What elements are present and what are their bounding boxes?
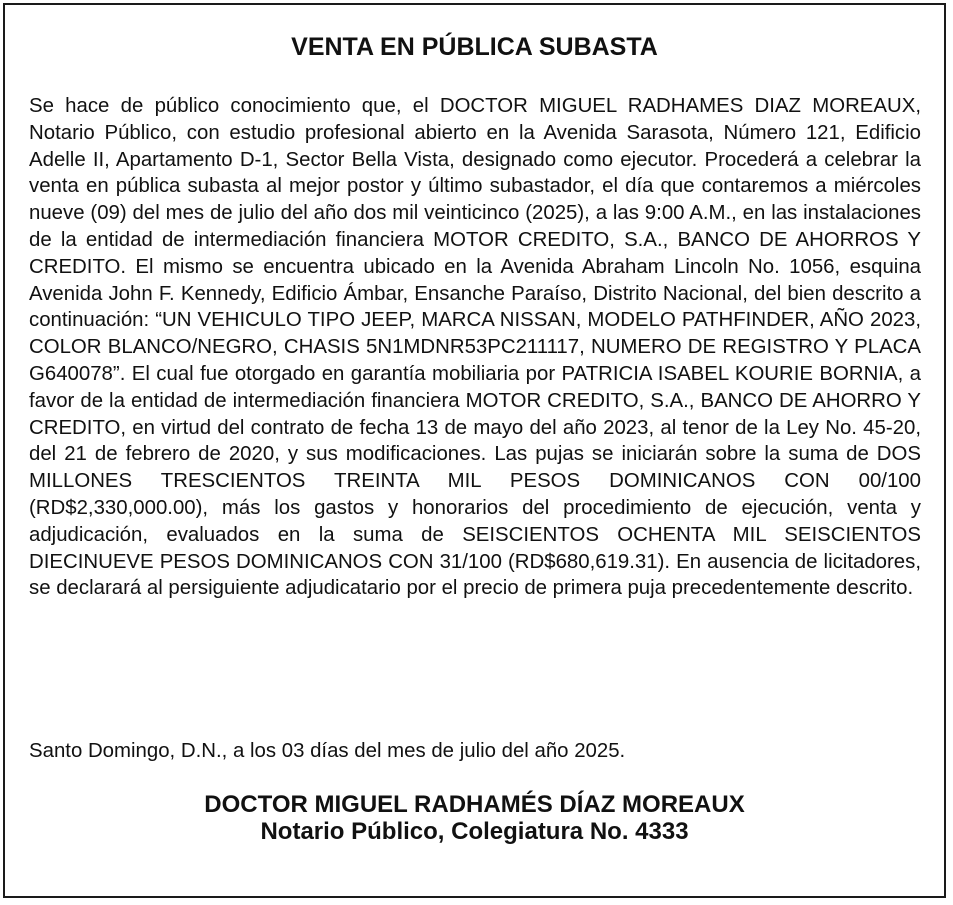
signature-block: [5, 791, 944, 845]
signature-credential: Notario Público, Colegiatura No. 4333: [260, 818, 689, 845]
notice-title: VENTA EN PÚBLICA SUBASTA: [291, 33, 658, 61]
notice-body: Se hace de público conocimiento que, el DOCTOR MIGUEL RADHAMES DIAZ MOREAUX, Notario Público, con estudio profesional abierto en la Avenida Sarasota, Número 121, Edificio Adelle II, Apartamento D-1, Sector Bella Vista, designado como ejecutor. Procederá a celebrar la venta en pública subasta al mejor postor y último subastador, el día que contaremos a miércoles nueve (09) del mes de julio del año dos mil veinticinco (2025), a las 9:00 A.M., en las instalaciones de la entidad de intermediación financiera MOTOR CREDITO, S.A., BANCO DE AHORROS Y CREDITO. El mismo se encuentra ubicado en la Avenida Abraham Lincoln No. 1056, esquina Avenida John F. Kennedy, Edificio Ámbar, Ensanche Paraíso, Distrito Nacional, del bien descrito a continuación: “UN VEHICULO TIPO JEEP, MARCA NISSAN, MODELO PATHFINDER, AÑO 2023, COLOR BLANCO/NEGRO, CHASIS 5N1MDNR53PC211117, NUMERO DE REGISTRO Y PLACA G640078”. El cual fue otorgado en garantía mobiliaria por PATRICIA ISABEL KOURIE BORNIA, a favor de la entidad de intermediación financiera MOTOR CREDITO, S.A., BANCO DE AHORRO Y CREDITO, en virtud del contrato de fecha 13 de mayo del año 2023, al tenor de la Ley No. 45-20, del 21 de febrero de 2020, y sus modificaciones. Las pujas se iniciarán sobre la suma de DOS MILLONES TRESCIENTOS TREINTA MIL PESOS DOMINICANOS CON 00/100 (RD$2,330,000.00), más los gastos y honorarios del procedimiento de ejecución, venta y adjudicación, evaluados en la suma de SEISCIENTOS OCHENTA MIL SEISCIENTOS DIECINUEVE PESOS DOMINICANOS CON 31/100 (RD$680,619.31). En ausencia de licitadores, se declarará al persiguiente adjudicatario por el precio de primera puja precedentemente descrito.: [29, 95, 921, 600]
legal-notice: [3, 3, 946, 898]
notice-date-line: Santo Domingo, D.N., a los 03 días del mes de julio del año 2025.: [29, 740, 626, 762]
signature-name: DOCTOR MIGUEL RADHAMÉS DÍAZ MOREAUX: [204, 791, 745, 818]
